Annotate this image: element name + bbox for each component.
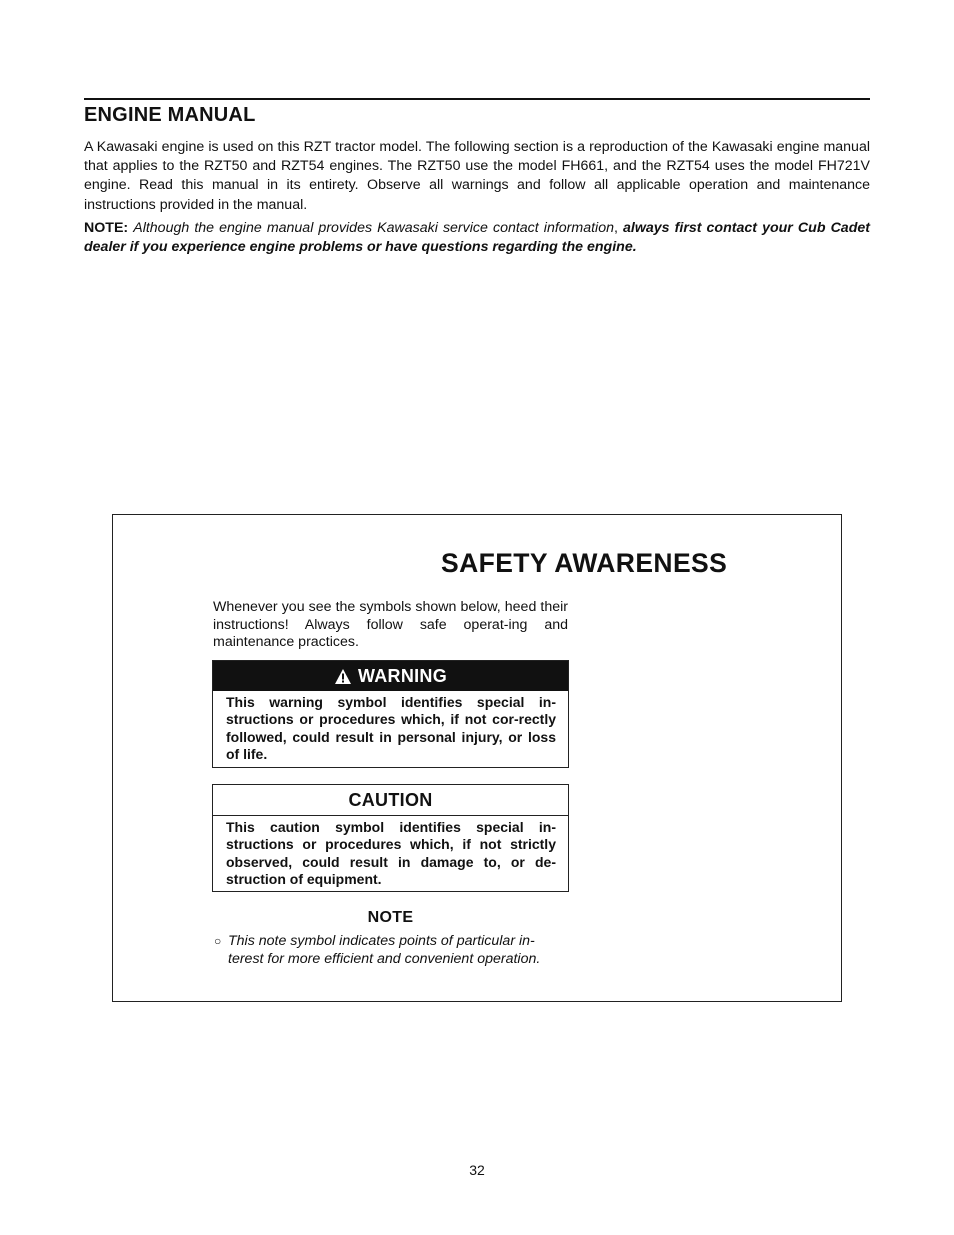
safety-lead: Whenever you see the symbols shown below, heed their instructions! Always follow safe operat-ing and maintenance practices. [213,599,568,651]
intro-paragraph: A Kawasaki engine is used on this RZT tractor model. The following section is a reproduction of the Kawasaki engine manual that applies to the RZT50 and RZT54 engines. The RZT50 use the model FH661, and the RZT54 uses the model FH721V engine. Read this manual in its entirety. Observe all warnings and follow all applicable operation and maintenance instructions provided in the manual. [84,139,870,213]
note-bullet-icon: ○ [214,934,222,948]
safety-title: SAFETY AWARENESS [441,548,728,578]
note-comma: , [613,220,618,236]
caution-header [213,785,568,816]
caution-label: CAUTION [348,789,433,810]
caution-box [212,784,569,892]
dealer-note [84,219,870,257]
warning-triangle-icon [334,668,352,685]
warning-label: WARNING [357,665,448,686]
page-number: 32 [469,1162,485,1178]
note-title: NOTE [367,909,414,926]
note-line-2: terest for more efficient and convenient operation. [228,950,541,967]
caution-text: This caution symbol identifies special in-structions or procedures which, if not strictly observed, could result in damage to, or de-struction of equipment. [226,819,556,887]
section-heading: ENGINE MANUAL [84,104,256,126]
warning-header [213,661,568,691]
warning-box [212,660,569,768]
warning-text: This warning symbol identifies special in-structions or procedures which, if not cor-rectly followed, could result in personal injury, or loss of life. [226,694,556,762]
top-rule [84,98,870,100]
note-line-1: This note symbol indicates points of particular in- [228,933,535,949]
note-italic-text: Although the engine manual provides Kawasaki service contact information [133,220,614,236]
note-label: NOTE: [84,220,129,236]
note-text [214,933,570,968]
note-bold-text: always first contact your Cub Cadet dealer if you experience engine problems or have questions regarding the engine. [84,220,870,256]
